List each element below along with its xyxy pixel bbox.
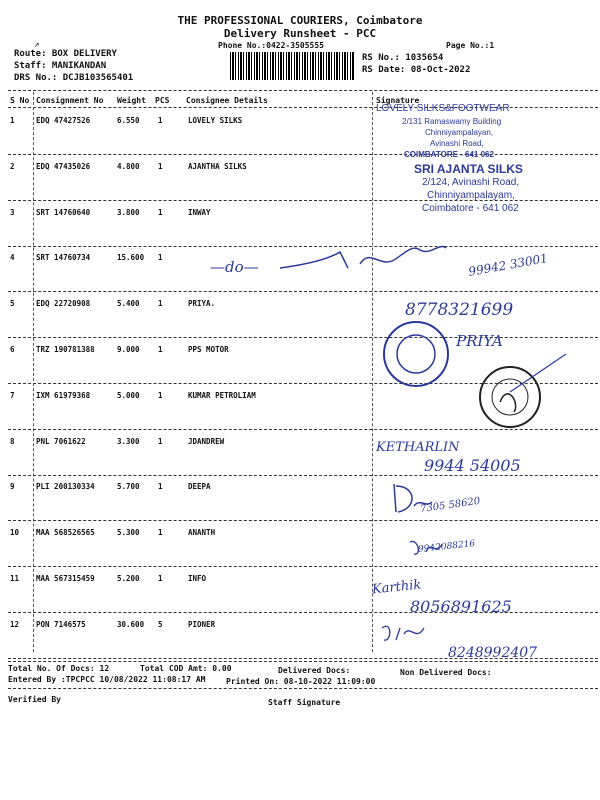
row-divider	[8, 520, 598, 521]
entered-by: Entered By :TPCPCC 10/08/2022 11:08:17 AM	[8, 675, 206, 684]
col-weight: Weight	[117, 96, 146, 105]
handwritten-phone: 99942 33001	[467, 251, 549, 279]
table-row	[0, 116, 600, 162]
cell-consignment: PNL 7061622	[36, 436, 86, 446]
pin-icon: ↗	[34, 40, 40, 50]
cell-consignment: EDQ 22720908	[36, 299, 91, 309]
cell-pcs: 5	[158, 619, 163, 629]
cell-sno: 3	[10, 207, 15, 217]
cell-pcs: 1	[158, 116, 163, 125]
cell-consignee: INWAY	[188, 207, 211, 217]
col-pcs: PCS	[155, 96, 170, 105]
cell-consignment: MAA 568526565	[36, 528, 95, 538]
company-title: THE PROFESSIONAL COURIERS, Coimbatore	[177, 14, 423, 27]
handwritten-name: Karthik	[371, 577, 422, 598]
cell-sno: 4	[10, 253, 15, 263]
cell-sno: 1	[10, 116, 15, 125]
staff-signature: Staff Signature	[268, 698, 341, 707]
cell-pcs: 1	[158, 161, 163, 171]
cell-consignee: AJANTHA SILKS	[188, 161, 247, 171]
handwritten-name: KETHARLIN	[376, 440, 460, 455]
row-divider	[8, 337, 598, 338]
cell-consignment: SRT 14760640	[36, 207, 91, 217]
stamp-lovely-addr: 2/131 Ramaswamy Building	[402, 117, 502, 126]
handwritten-name: PRIYA	[456, 332, 503, 350]
cell-consignee: KUMAR PETROLIAM	[188, 390, 256, 400]
route: Route: BOX DELIVERY	[14, 49, 117, 59]
delivered-docs: Delivered Docs:	[278, 666, 351, 675]
barcode	[230, 52, 354, 80]
rs-date: RS Date: 08-Oct-2022	[362, 65, 471, 75]
cell-pcs: 1	[158, 528, 163, 538]
cell-sno: 9	[10, 482, 15, 492]
row-divider	[8, 566, 598, 567]
cell-consignee: JDANDREW	[188, 436, 225, 446]
verified-by: Verified By	[8, 695, 61, 704]
signature-row12	[376, 620, 436, 646]
cell-weight: 5.000	[117, 390, 140, 400]
signature-row4	[270, 238, 450, 278]
printed-on: Printed On: 08-10-2022 11:09:00	[226, 677, 376, 686]
cell-consignment: PLI 200130334	[36, 482, 95, 492]
cell-pcs: 1	[158, 253, 163, 263]
cell-pcs: 1	[158, 436, 163, 446]
stamp-lovely-addr: Chinniyampalayan,	[425, 128, 494, 137]
cell-consignee: ANANTH	[188, 528, 216, 538]
stamp-lovely-name: LOVELY SILKS&FOOTWEAR	[376, 103, 510, 114]
row-divider	[8, 291, 598, 292]
total-docs: Total No. Of Docs: 12	[8, 664, 110, 673]
cell-pcs: 1	[158, 482, 163, 492]
rs-number: RS No.: 1035654	[362, 53, 444, 63]
row-divider	[8, 154, 598, 155]
handwritten-ditto: —do—	[210, 258, 259, 276]
cell-pcs: 1	[158, 574, 163, 583]
col-sno: S No	[10, 96, 30, 105]
round-stamp	[470, 352, 570, 437]
stamp-lovely-addr: COIMBATORE - 641 062	[404, 150, 494, 159]
table-row	[0, 482, 600, 528]
staff: Staff: MANIKANDAN	[14, 61, 107, 71]
cell-consignment: MAA 567315459	[36, 574, 95, 583]
cell-weight: 5.700	[117, 482, 140, 492]
cell-weight: 5.300	[117, 528, 140, 538]
runsheet-title: Delivery Runsheet - PCC	[223, 27, 377, 40]
cell-consignment: TRZ 190781388	[36, 345, 95, 354]
cell-pcs: 1	[158, 345, 163, 354]
cell-weight: 3.800	[117, 207, 140, 217]
handwritten-phone: 8056891625	[410, 597, 512, 616]
col-signature: Signature	[376, 96, 420, 105]
stamp-ajanta-addr: 2/124, Avinashi Road,	[422, 177, 520, 188]
cell-weight: 4.800	[117, 161, 140, 171]
drs-number: DRS No.: DCJB103565401	[14, 73, 134, 83]
cell-consignment: EDQ 47427526	[36, 116, 91, 125]
cell-weight: 30.600	[117, 619, 145, 629]
cell-sno: 10	[10, 528, 20, 538]
table-row	[0, 528, 600, 574]
cell-weight: 9.000	[117, 345, 140, 354]
col-consignment: Consignment No	[36, 96, 104, 105]
cell-sno: 6	[10, 345, 15, 354]
cell-consignment: IXM 61979368	[36, 390, 91, 400]
stamp-ajanta-addr: Coimbatore - 641 062	[422, 203, 519, 214]
cell-weight: 5.200	[117, 574, 140, 583]
cell-weight: 3.300	[117, 436, 140, 446]
cell-pcs: 1	[158, 390, 163, 400]
cell-consignment: EDQ 47435026	[36, 161, 91, 171]
cell-consignee: PIONER	[188, 619, 216, 629]
stamp-ajanta-addr: Chinniyampalayam,	[427, 190, 515, 201]
cell-weight: 5.400	[117, 299, 140, 309]
cell-weight: 6.550	[117, 116, 140, 125]
handwritten-phone: 7305 58620	[419, 495, 481, 516]
cell-consignee: INFO	[188, 574, 207, 583]
cell-sno: 12	[10, 619, 20, 629]
handwritten-phone: 9944 54005	[424, 456, 521, 475]
cell-sno: 7	[10, 390, 15, 400]
phone-number: Phone No.:0422-3505555	[218, 41, 324, 50]
non-delivered-docs: Non Delivered Docs:	[400, 668, 492, 677]
circular-stamp	[378, 318, 460, 390]
page-number: Page No.:1	[446, 41, 495, 50]
total-cod: Total COD Amt: 0.00	[140, 664, 232, 673]
cell-weight: 15.600	[117, 253, 145, 263]
cell-consignee: PPS MOTOR	[188, 345, 229, 354]
handwritten-phone: 8248992407	[448, 645, 538, 661]
col-consignee: Consignee Details	[186, 96, 268, 105]
handwritten-phone: 9942088216	[417, 539, 476, 555]
cell-sno: 11	[10, 574, 20, 583]
handwritten-phone: 8778321699	[405, 300, 514, 320]
divider	[8, 661, 598, 662]
cell-consignee: LOVELY SILKS	[188, 116, 243, 125]
cell-consignment: PON 7146575	[36, 619, 86, 629]
cell-sno: 2	[10, 161, 15, 171]
cell-consignee: DEEPA	[188, 482, 211, 492]
cell-consignee: PRIYA.	[188, 299, 216, 309]
stamp-lovely-addr: Avinashi Road,	[430, 139, 484, 148]
cell-consignment: SRT 14760734	[36, 253, 91, 263]
stamp-ajanta-name: SRI AJANTA SILKS	[414, 162, 523, 176]
cell-pcs: 1	[158, 299, 163, 309]
divider	[8, 688, 598, 689]
cell-pcs: 1	[158, 207, 163, 217]
divider	[8, 90, 598, 91]
cell-sno: 5	[10, 299, 15, 309]
cell-sno: 8	[10, 436, 15, 446]
